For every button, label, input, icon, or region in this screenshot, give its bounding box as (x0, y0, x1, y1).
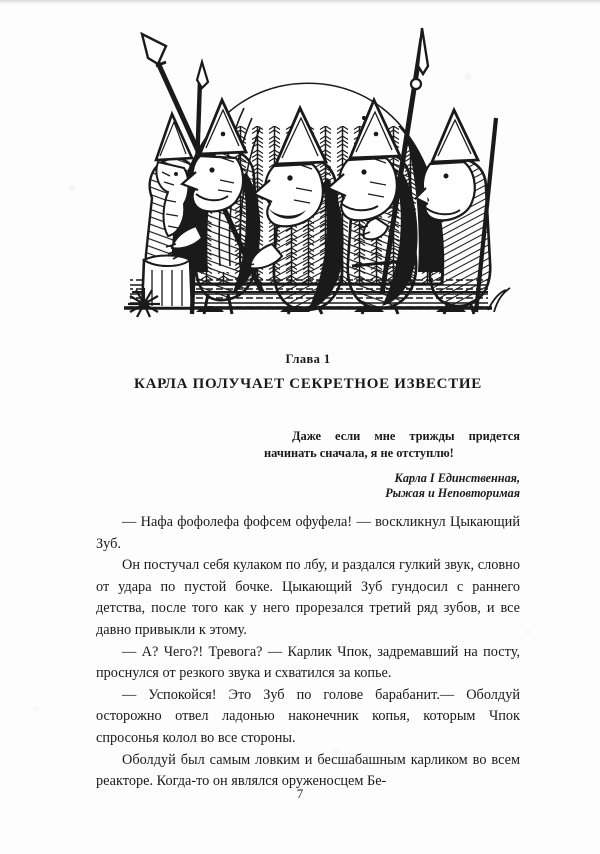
epigraph-quote: Даже если мне трижды придется начинать сначала, я не отступлю! (264, 429, 520, 460)
paragraph: Оболдуй был самым ловким и бесшабашным карликом во всем реакторе. Когда-то он являлся оруженосцем Бе- (96, 751, 520, 790)
woodcut-engraving-icon (96, 22, 520, 340)
paragraph: — Нафа фофолефа фофсем офуфела! — воскликнул Цыкающий Зуб. (96, 514, 520, 552)
chapter-title: КАРЛА ПОЛУЧАЕТ СЕКРЕТНОЕ ИЗВЕСТИЕ (134, 376, 482, 392)
chapter-heading (96, 352, 520, 393)
paragraph: — Успокойся! Это Зуб по голове барабанит.— Оболдуй осторожно отвел ладонью наконечник копья, которым Чпок спросонья колол во все стороны. (96, 686, 520, 746)
body-text (96, 512, 520, 793)
epigraph-attribution (96, 471, 520, 501)
chapter-illustration (96, 22, 520, 340)
paragraph: — А? Чего?! Тревога? — Карлик Чпок, задремавший на посту, проснулся от резкого звука и схватился за копье. (96, 643, 520, 682)
epigraph-block (96, 428, 520, 501)
epigraph-attribution-line-1: Карла I Единственная, (394, 471, 520, 485)
scan-edge-shadow (0, 0, 600, 5)
paragraph: Он постучал себя кулаком по лбу, и раздался гулкий звук, словно от удара по пустой бочке. Цыкающий Зуб гундосил с раннего детства, после того как у него прорезался третий ряд зубов, и все давно привыкли к этому. (96, 557, 520, 638)
page-number: 7 (296, 786, 304, 801)
epigraph-attribution-line-2: Рыжая и Неповторимая (385, 486, 520, 500)
chapter-number: Глава 1 (285, 352, 331, 366)
